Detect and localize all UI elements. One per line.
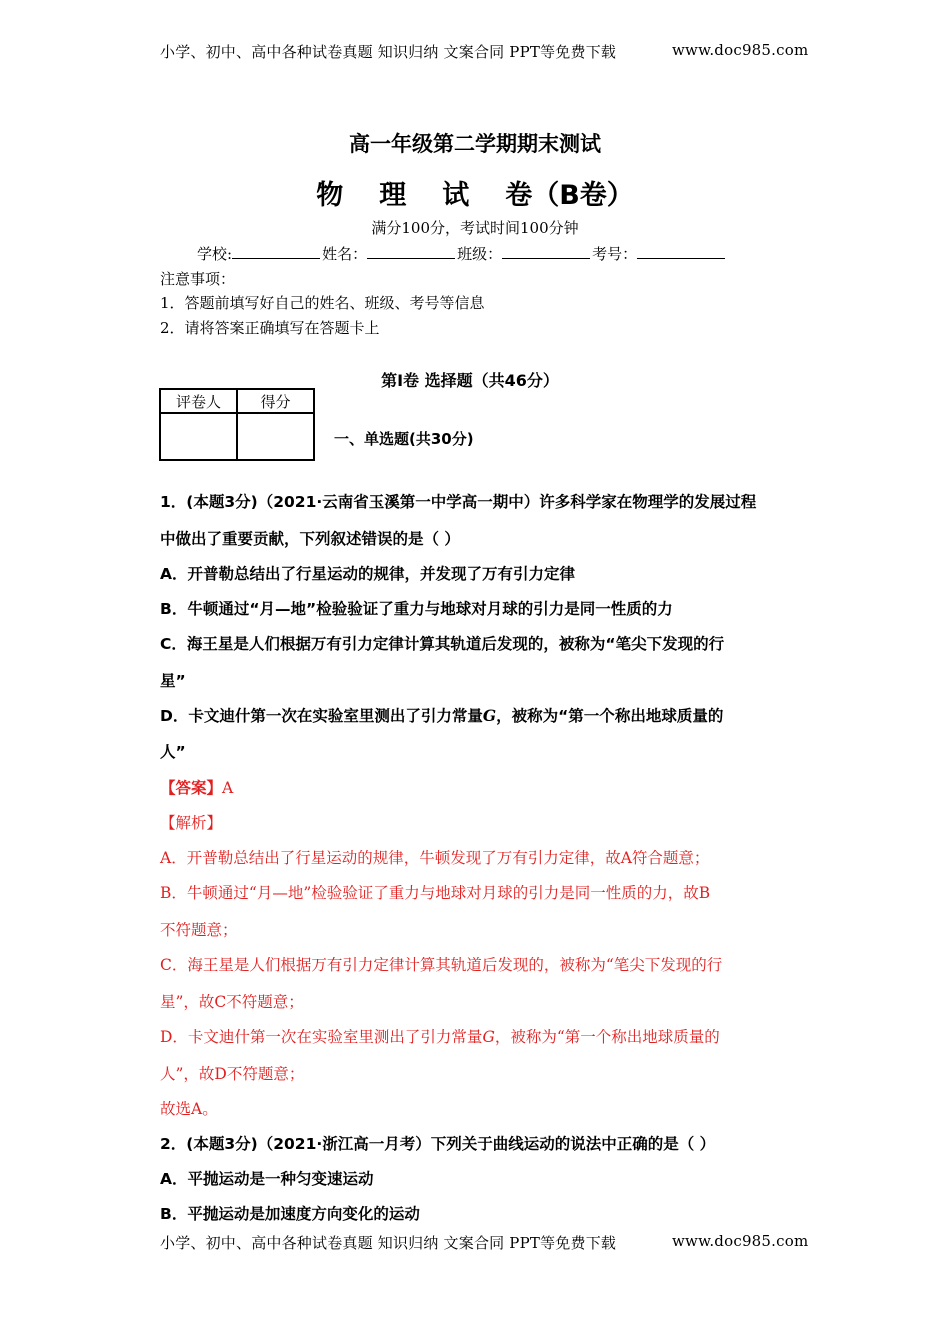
- q1-option-d-symbol: G: [482, 706, 497, 725]
- notes-item-1: 1．答题前填写好自己的姓名、班级、考号等信息: [160, 294, 485, 312]
- analysis-line-3b: 星”，故C不符题意；: [160, 993, 304, 1011]
- name-blank[interactable]: [367, 244, 455, 259]
- q2-option-a: A．平抛运动是一种匀变速运动: [160, 1170, 374, 1188]
- q1-option-d-text: D．卡文迪什第一次在实验室里测出了引力常量: [160, 707, 483, 725]
- footer-text: 小学、初中、高中各种试卷真题 知识归纳 文案合同 PPT等免费下载: [160, 1234, 617, 1252]
- q1-option-b: B．牛顿通过“月—地”检验验证了重力与地球对月球的引力是同一性质的力: [160, 600, 673, 618]
- subsection-title: 一、单选题(共30分): [334, 430, 474, 448]
- school-blank[interactable]: [232, 244, 320, 259]
- school-label: 学校:: [197, 245, 233, 263]
- analysis-line-3a: C．海王星是人们根据万有引力定律计算其轨道后发现的，被称为“笔尖下发现的行: [160, 956, 723, 974]
- q1-answer: [160, 776, 233, 798]
- number-label: 考号：: [592, 245, 638, 263]
- grader-header: 评卷人: [160, 389, 237, 413]
- title-char-1: 物: [316, 180, 344, 211]
- grading-table: [159, 388, 315, 461]
- name-label: 姓名：: [322, 245, 368, 263]
- analysis-line-2a: B．牛顿通过“月—地”检验验证了重力与地球对月球的引力是同一性质的力，故B: [160, 884, 711, 902]
- number-blank[interactable]: [637, 244, 725, 259]
- exam-subtitle: 满分100分，考试时间100分钟: [371, 219, 579, 237]
- title-char-2: 理: [379, 180, 407, 211]
- title-char-3: 试: [442, 180, 470, 211]
- analysis-4a-text-2: ，被称为“第一个称出地球质量的: [494, 1028, 720, 1046]
- q1-stem-line-2: 中做出了重要贡献，下列叙述错误的是（ ）: [160, 530, 460, 548]
- title-char-4: 卷（B卷）: [505, 180, 634, 211]
- analysis-line-1: A．开普勒总结出了行星运动的规律，牛顿发现了万有引力定律，故A符合题意；: [160, 849, 710, 867]
- score-cell[interactable]: [237, 413, 314, 460]
- answer-value: A: [222, 779, 234, 797]
- q1-option-d-text-2: ，被称为“第一个称出地球质量的: [496, 707, 724, 725]
- class-blank[interactable]: [502, 244, 590, 259]
- footer-url: www.doc985.com: [672, 1232, 809, 1250]
- analysis-line-4b: 人”，故D不符题意；: [160, 1065, 305, 1083]
- q2-option-b: B．平抛运动是加速度方向变化的运动: [160, 1205, 420, 1223]
- q1-stem-line-1: 1．(本题3分)（2021·云南省玉溪第一中学高一期中）许多科学家在物理学的发展过程: [160, 493, 757, 511]
- q1-option-a: A．开普勒总结出了行星运动的规律，并发现了万有引力定律: [160, 565, 575, 583]
- exam-title: 高一年级第二学期期末测试: [349, 132, 601, 156]
- info-line: [197, 243, 727, 264]
- notes-item-2: 2．请将答案正确填写在答题卡上: [160, 319, 380, 337]
- notes-heading: 注意事项：: [160, 270, 236, 288]
- analysis-label: 【解析】: [160, 814, 223, 832]
- q1-option-d-line-2: 人”: [160, 743, 186, 761]
- header-text: 小学、初中、高中各种试卷真题 知识归纳 文案合同 PPT等免费下载: [160, 43, 617, 61]
- q1-option-c-line-2: 星”: [160, 672, 186, 690]
- section-title: 第Ⅰ卷 选择题（共46分）: [381, 371, 559, 390]
- grader-cell[interactable]: [160, 413, 237, 460]
- answer-label: 【答案】: [160, 779, 223, 797]
- score-header: 得分: [237, 389, 314, 413]
- q2-stem: 2．(本题3分)（2021·浙江高一月考）下列关于曲线运动的说法中正确的是（ ）: [160, 1135, 716, 1153]
- analysis-4a-text: D．卡文迪什第一次在实验室里测出了引力常量: [160, 1028, 483, 1046]
- analysis-line-2b: 不符题意；: [160, 921, 238, 939]
- class-label: 班级：: [457, 245, 503, 263]
- q1-option-d-line-1: [160, 704, 723, 726]
- q1-option-c-line-1: C．海王星是人们根据万有引力定律计算其轨道后发现的，被称为“笔尖下发现的行: [160, 635, 725, 653]
- analysis-4a-symbol: G: [482, 1028, 495, 1046]
- analysis-conclusion: 故选A。: [160, 1100, 218, 1118]
- exam-subject-title: [0, 173, 950, 212]
- analysis-line-4a: [160, 1025, 720, 1047]
- header-url: www.doc985.com: [672, 41, 809, 59]
